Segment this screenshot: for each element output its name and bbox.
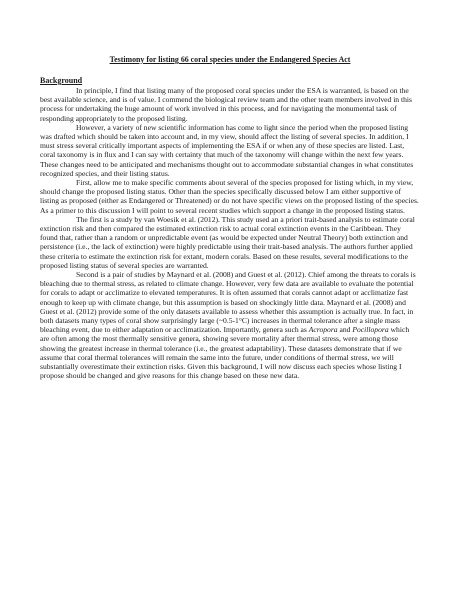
paragraph-text: In principle, I find that listing many of the proposed coral species under the ESA is warranted, is based on the best available science, and is of value. I commend the biological review team and the other team members involved in this process for undertaking the huge amount of work involved in this process, and for navigating the monumental task of responding appropriately to the proposed listing. xyxy=(40,86,412,123)
paragraph-text: and xyxy=(337,325,353,335)
paragraph xyxy=(40,86,420,123)
document-page xyxy=(40,55,420,381)
paragraph-text: Second is a pair of studies by Maynard et al. (2008) and Guest et al. (2012). Chief among the threats to corals is bleaching due to thermal stress, as related to climate change. However, very few data are available to evaluate the potential for corals to adapt or acclimatize to elevated temperatures. It is often assumed that corals cannot adapt or acclimatize fast enough to keep up with climate change, but this assumption is based on shockingly little data. Maynard et al. (2008) and Guest et al. (2012) provide some of the only datasets available to assess whether this assumption is actually true. In fact, in both datasets many types of coral show surprisingly large (~0.5-1°C) increases in thermal tolerance after a single mass bleaching event, due to either adaptation or acclimatization. Importantly, genera such as xyxy=(40,270,416,335)
document-body xyxy=(40,86,420,381)
italic-genus-name: Pocillopora xyxy=(352,325,389,335)
paragraph xyxy=(40,178,420,215)
paragraph xyxy=(40,123,420,178)
document-title: Testimony for listing 66 coral species under the Endangered Species Act xyxy=(109,55,351,64)
paragraph-text: The first is a study by van Woesik et al. (2012). This study used an a priori trait-based analysis to estimate coral extinction risk and then compared the estimated extinction risk to actual coral extinction events in the Caribbean. They found that, rather than a random or unpredictable event (as would be expected under Neutral Theory) both extinction and persistence (i.e., the lack of extinction) were highly predictable using their trait-based analysis. The authors further applied these criteria to estimate the extinction risk for extant, modern corals. Based on these results, several modifications to the proposed listing status of several species are warranted. xyxy=(40,214,415,270)
italic-genus-name: Acropora xyxy=(308,325,338,335)
section-heading: Background xyxy=(40,76,83,85)
paragraph-text: However, a variety of new scientific information has come to light since the period when the proposed listing was drafted which should be taken into account and, in my view, should affect the listing of several species. In addition, I must stress several critically important aspects of implementing the ESA if or when any of these species are listed. Last, coral taxonomy is in flux and I can say with certainty that much of the taxonomy will change within the next few years. These changes need to be anticipated and mechanisms thought out to accommodate substantial changes in what constitutes recognized species, and their listing status. xyxy=(40,122,414,178)
paragraph-text: First, allow me to make specific comments about several of the species proposed for listing which, in my view, should change the proposed listing status. Other than the species specifically discussed below I am either supportive of listing as proposed (either as Endangered or Threatened) or do not have specific views on the proposed listing of the species. As a primer to this discussion I will point to several recent studies which support a change in the proposed listing status. xyxy=(40,178,419,215)
paragraph xyxy=(40,270,420,380)
paragraph-text: which are often among the most thermally sensitive genera, showing severe mortality after thermal stress, were among those showing the greatest increase in thermal tolerance (i.e., the greatest adaptability). These datasets demonstrate that if we assume that coral thermal tolerances will remain the same into the future, under conditions of thermal stress, we will substantially overestimate their extinction risks. Given this background, I will now discuss each species whose listing I propose should be changed and give reasons for this change based on these new data. xyxy=(40,325,410,381)
paragraph xyxy=(40,215,420,270)
